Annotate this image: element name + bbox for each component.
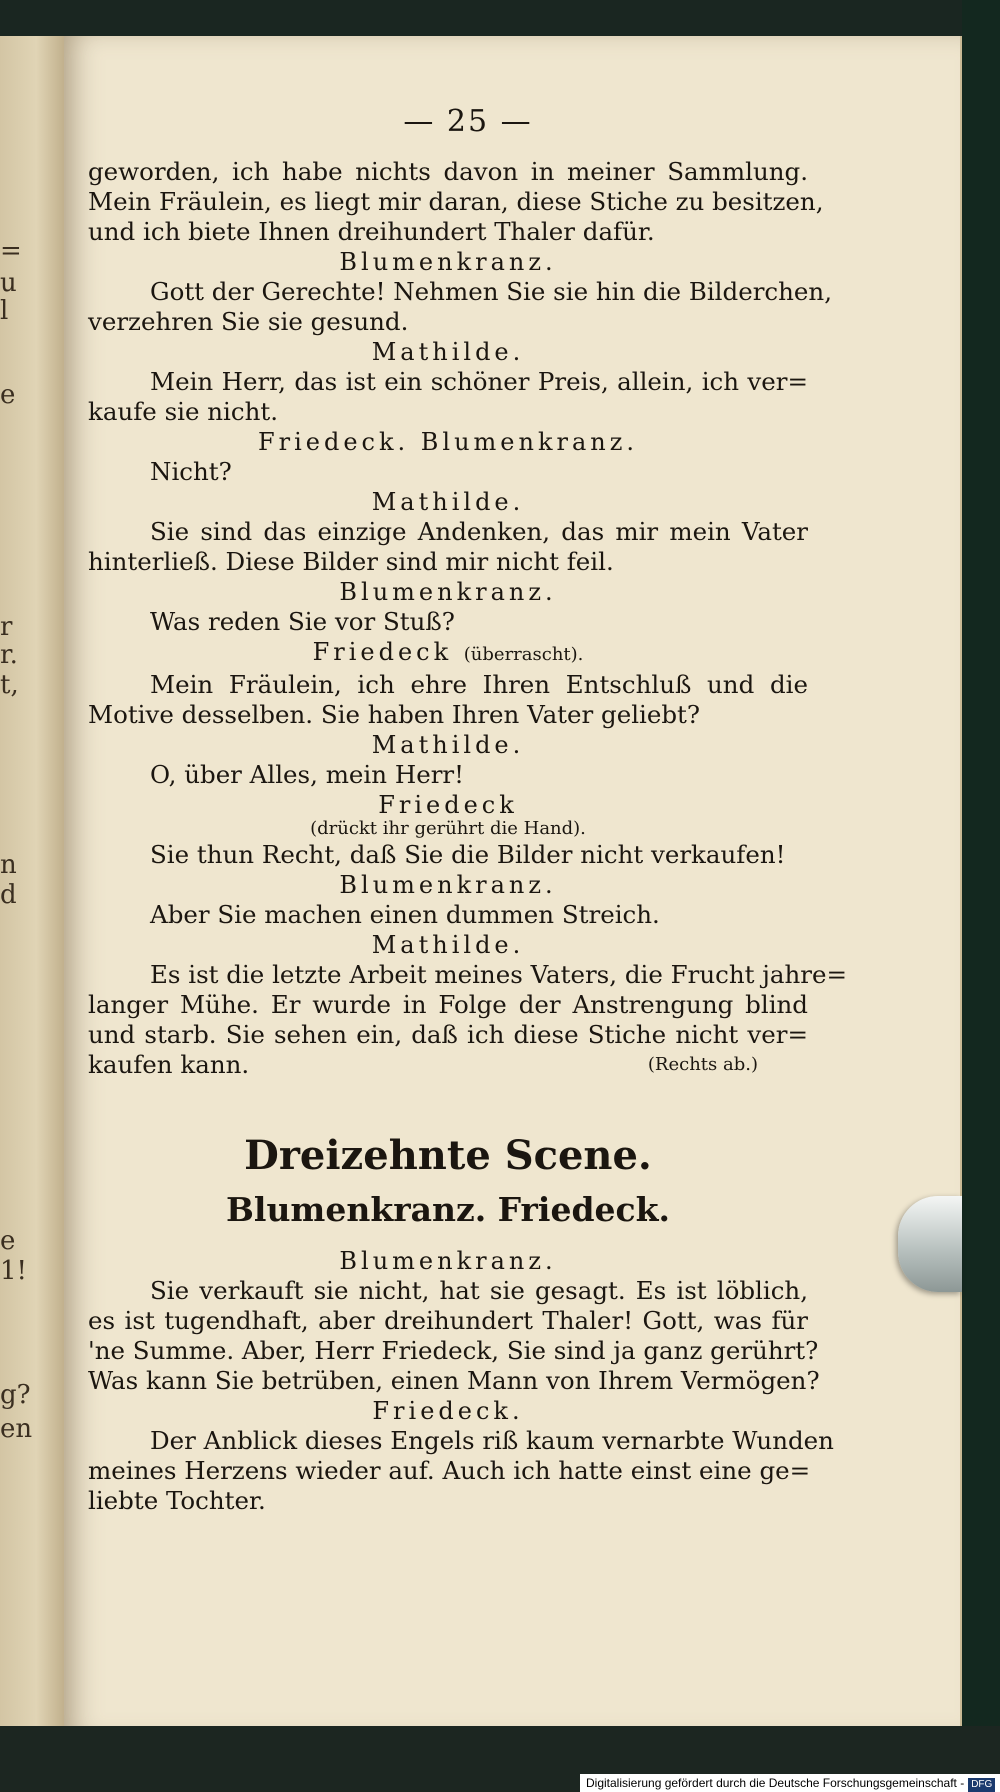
facing-page-fragment: en bbox=[0, 1414, 33, 1444]
text-line: Was reden Sie vor Stuß? bbox=[150, 607, 455, 636]
digitization-credit bbox=[580, 1774, 1000, 1792]
text-line: 'ne Summe. Aber, Herr Friedeck, Sie sind ja ganz gerührt? bbox=[88, 1336, 819, 1365]
facing-page-fragment: e bbox=[0, 380, 16, 410]
speaker-name-text: Friedeck bbox=[312, 638, 453, 666]
text-line bbox=[88, 1050, 808, 1080]
speaker-name: Friedeck bbox=[378, 791, 518, 819]
text-line-content: kaufen kann. bbox=[88, 1050, 250, 1079]
text-line: Mein Herr, das ist ein schöner Preis, allein, ich ver= bbox=[150, 367, 808, 396]
text-line: Es ist die letzte Arbeit meines Vaters, die Frucht jahre= bbox=[150, 960, 847, 989]
text-line: und ich biete Ihnen dreihundert Thaler dafür. bbox=[88, 217, 655, 246]
facing-page-fragment: n bbox=[0, 850, 17, 880]
text-line: Der Anblick dieses Engels riß kaum vernarbte Wunden bbox=[150, 1426, 834, 1455]
text-line: Nicht? bbox=[150, 457, 232, 486]
speaker-name: Blumenkranz. bbox=[339, 871, 557, 899]
stage-direction: (drückt ihr gerührt die Hand). bbox=[310, 818, 586, 839]
text-line: O, über Alles, mein Herr! bbox=[150, 760, 464, 789]
text-line: Motive desselben. Sie haben Ihren Vater geliebt? bbox=[88, 700, 701, 729]
speaker-name: Friedeck. Blumenkranz. bbox=[257, 428, 639, 456]
speaker-name bbox=[88, 637, 808, 670]
dfg-logo: DFG bbox=[968, 1778, 995, 1792]
facing-page-fragment: l bbox=[0, 296, 9, 326]
speaker-name: Mathilde. bbox=[371, 338, 525, 366]
text-line: hinterließ. Diese Bilder sind mir nicht feil. bbox=[88, 547, 614, 576]
facing-page-edge bbox=[0, 36, 66, 1736]
text-line: es ist tugendhaft, aber dreihundert Thaler! Gott, was für bbox=[88, 1306, 808, 1335]
speaker-name: Mathilde. bbox=[371, 931, 525, 959]
scene-heading: Dreizehnte Scene. bbox=[244, 1132, 652, 1179]
text-line: Sie sind das einzige Andenken, das mir mein Vater bbox=[150, 517, 808, 546]
facing-page-fragment: r. bbox=[0, 640, 18, 670]
speaker-name: Mathilde. bbox=[371, 731, 525, 759]
speaker-name: Friedeck. bbox=[372, 1397, 524, 1425]
text-line: und starb. Sie sehen ein, daß ich diese Stiche nicht ver= bbox=[88, 1020, 808, 1049]
text-line: Mein Fräulein, ich ehre Ihren Entschluß und die bbox=[150, 670, 808, 699]
text-line: kaufe sie nicht. bbox=[88, 397, 279, 426]
facing-page-fragment: t, bbox=[0, 670, 19, 700]
page-clip bbox=[898, 1196, 962, 1292]
text-line: Sie verkauft sie nicht, hat sie gesagt. Es ist löblich, bbox=[150, 1276, 808, 1305]
text-line: Mein Fräulein, es liegt mir daran, diese Stiche zu besitzen, bbox=[88, 187, 824, 216]
facing-page-fragment: = bbox=[0, 236, 22, 266]
text-line: geworden, ich habe nichts davon in meiner Sammlung. bbox=[88, 157, 808, 186]
text-line: meines Herzens wieder auf. Auch ich hatte einst eine ge= bbox=[88, 1456, 811, 1485]
speaker-name: Blumenkranz. bbox=[339, 1247, 557, 1275]
facing-page-fragment: e bbox=[0, 1226, 16, 1256]
scene-characters: Blumenkranz. Friedeck. bbox=[226, 1190, 670, 1229]
scan-border-right bbox=[962, 0, 1000, 1792]
page-text bbox=[88, 104, 847, 1516]
credit-text: Digitalisierung gefördert durch die Deutsche Forschungsgemeinschaft - bbox=[586, 1776, 965, 1790]
text-line: Was kann Sie betrüben, einen Mann von Ihrem Vermögen? bbox=[88, 1366, 820, 1395]
text-line: Gott der Gerechte! Nehmen Sie sie hin die Bilderchen, bbox=[150, 277, 832, 306]
text-line: liebte Tochter. bbox=[88, 1486, 266, 1515]
stage-direction: (überrascht). bbox=[463, 644, 584, 665]
facing-page-fragment: 1! bbox=[0, 1256, 27, 1286]
speaker-name: Mathilde. bbox=[371, 488, 525, 516]
text-line: Sie thun Recht, daß Sie die Bilder nicht verkaufen! bbox=[150, 840, 786, 869]
facing-page-fragment: g? bbox=[0, 1380, 31, 1410]
speaker-name: Blumenkranz. bbox=[339, 578, 557, 606]
facing-page-fragment: u bbox=[0, 268, 17, 298]
text-line: langer Mühe. Er wurde in Folge der Anstrengung blind bbox=[88, 990, 808, 1019]
scan-border-top bbox=[0, 0, 1000, 38]
speaker-name: Blumenkranz. bbox=[339, 248, 557, 276]
text-line: Aber Sie machen einen dummen Streich. bbox=[150, 900, 660, 929]
page-number: — 25 — bbox=[403, 104, 533, 139]
text-line: verzehren Sie sie gesund. bbox=[88, 307, 409, 336]
facing-page-fragment: r bbox=[0, 612, 13, 642]
stage-direction: (Rechts ab.) bbox=[647, 1054, 758, 1075]
facing-page-fragment: d bbox=[0, 880, 17, 910]
